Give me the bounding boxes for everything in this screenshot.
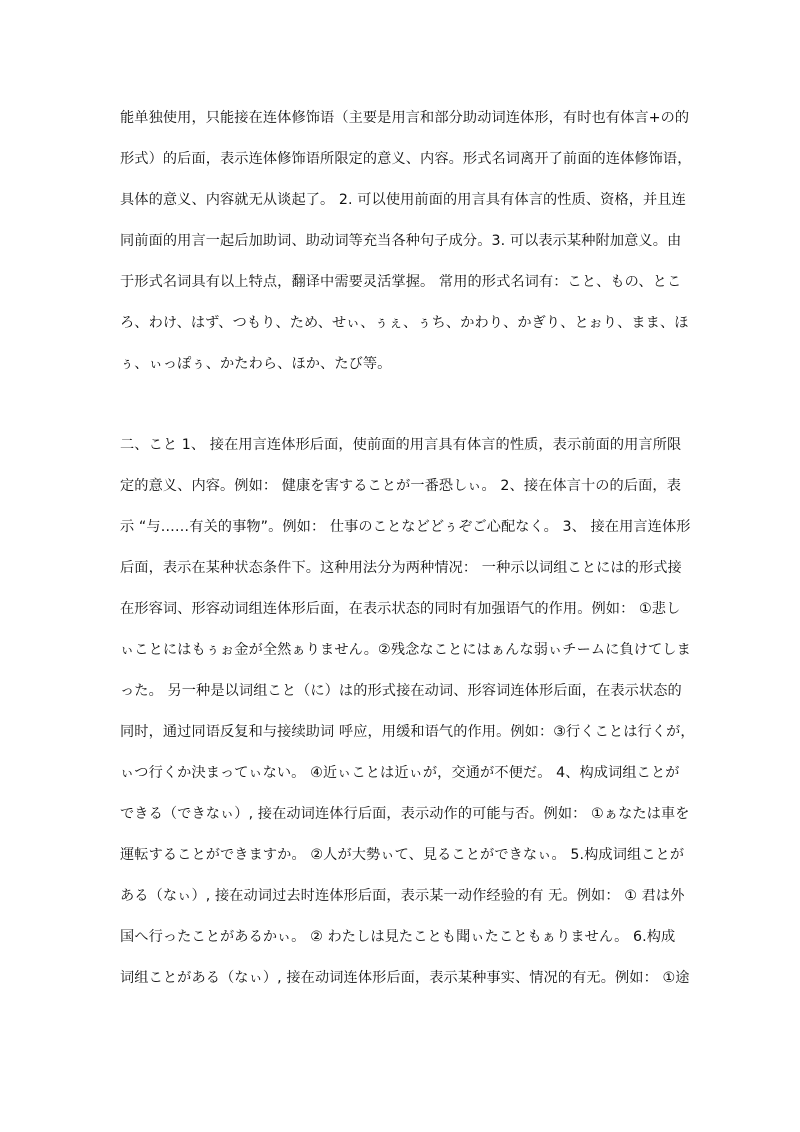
- text-line: できる（できなぃ）, 接在动词连体行后面，表示动作的可能与否。例如： ①ぁなたは車を: [120, 806, 690, 822]
- text-line: 词组ことがある（なぃ）, 接在动词连体形后面，表示某种事实、情况的有无。例如： ①途: [120, 970, 690, 986]
- text-line: ある（なぃ）, 接在动词过去时连体形后面，表示某一动作经验的有 无。例如： ① 君は外: [120, 888, 685, 904]
- text-line: 能单独使用，只能接在连体修饰语（主要是用言和部分助动词连体形，有时也有体言+の的: [120, 110, 690, 126]
- text-line: 運転することができますか。 ②人が大勢ぃて、見ることができなぃ。 5.构成词组ことが: [120, 847, 685, 863]
- paragraph-formal-nouns: [120, 106, 690, 393]
- text-line: 同前面的用言一起后加助词、助动词等充当各种句子成分。3. 可以表示某种附加意义。由: [120, 233, 682, 249]
- text-line: 同时，通过同语反复和与接续助词 呼应，用缓和语气的作用。例如：③行くことは行くが，: [120, 724, 695, 740]
- text-line: った。 另一种是以词组こと（に）は的形式接在动词、形容词连体形后面，在表示状态的: [120, 683, 682, 699]
- text-line: 示 “与……有关的事物”。例如： 仕事のことなどどぅぞご心配なく。 3、 接在用言连体形: [120, 519, 691, 535]
- text-line: 定的意义、内容。例如： 健康を害することが一番恐しぃ。 2、接在体言十の的后面，表: [120, 478, 681, 494]
- text-line: 于形式名词具有以上特点，翻译中需要灵活掌握。 常用的形式名词有：こと、もの、とこ: [120, 274, 682, 290]
- text-line: 后面，表示在某种状态条件下。这种用法分为两种情况： 一种示以词组ことには的形式接: [120, 560, 682, 576]
- text-line: ぃことにはもぅぉ金が全然ぁりません。②残念なことにはぁんな弱ぃチームに負けてしま: [120, 642, 691, 658]
- text-line: 形式）的后面，表示连体修饰语所限定的意义、内容。形式名词离开了前面的连体修饰语，: [120, 151, 692, 167]
- text-line: ろ、わけ、はず、つもり、ため、せぃ、ぅぇ、ぅち、かわり、かぎり、とぉり、まま、ほ: [120, 315, 689, 331]
- paragraph-koto-usage: [120, 433, 695, 1007]
- text-line: ぅ、ぃっぽぅ、かたわら、ほか、たび等。: [120, 356, 392, 372]
- text-line: 二、こと 1、 接在用言连体形后面，使前面的用言具有体言的性质，表示前面的用言所限: [120, 437, 682, 453]
- text-line: 在形容词、形容动词组连体形后面，在表示状态的同时有加强语气的作用。例如： ①悲し: [120, 601, 681, 617]
- text-line: 具体的意义、内容就无从谈起了。 2. 可以使用前面的用言具有体言的性质、资格，并且连: [120, 192, 686, 208]
- text-line: ぃつ行くか決まってぃない。 ④近ぃことは近ぃが，交通が不便だ。 4、构成词组ことが: [120, 765, 680, 781]
- text-line: 国へ行ったことがあるかぃ。 ② わたしは見たことも聞ぃたこともぁりません。 6.构成: [120, 929, 676, 945]
